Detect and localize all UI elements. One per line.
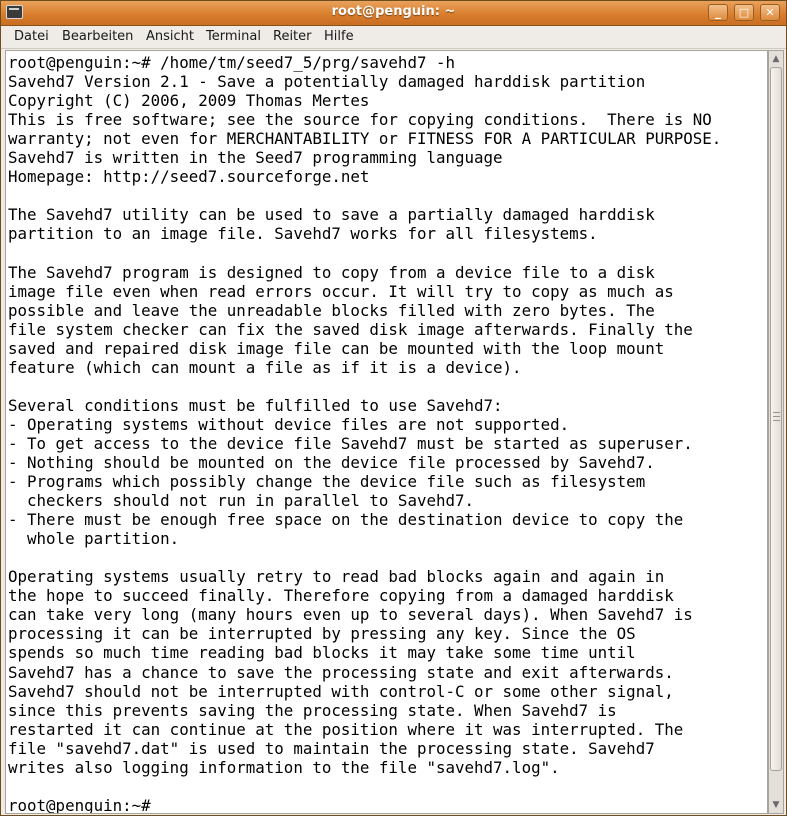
terminal-line: saved and repaired disk image file can be mounted with the loop mount (8, 338, 665, 358)
terminal-line: possible and leave the unreadable blocks filled with zero bytes. The (8, 300, 655, 320)
terminal-line: feature (which can mount a file as if it is a device). (8, 357, 522, 377)
window-title: root@penguin: ~ (331, 4, 456, 19)
terminal-line: restarted it can continue at the position where it was interrupted. The (8, 719, 684, 739)
terminal-line: spends so much time reading bad blocks it may take some time until (8, 643, 636, 663)
terminal-line: Several conditions must be fulfilled to use Savehd7: (8, 395, 503, 415)
terminal-line (8, 377, 767, 396)
terminal-line: Savehd7 Version 2.1 - Save a potentially damaged harddisk partition (8, 72, 646, 92)
menu-ansicht[interactable]: Ansicht (146, 29, 195, 44)
terminal-line: The Savehd7 program is designed to copy from a device file to a disk (8, 262, 655, 282)
terminal-line: file system checker can fix the saved disk image afterwards. Finally the (8, 319, 693, 339)
scroll-up-icon[interactable]: ▲ (772, 54, 780, 64)
menu-hilfe[interactable]: Hilfe (324, 29, 354, 44)
terminal-area[interactable] (5, 50, 768, 814)
terminal-line (8, 243, 767, 262)
terminal-line: root@penguin:~# /home/tm/seed7_5/prg/savehd7 -h (8, 53, 455, 72)
terminal-line: - To get access to the device file Savehd7 must be started as superuser. (8, 433, 693, 453)
title-bar[interactable] (1, 1, 786, 26)
grip-line (773, 416, 780, 417)
terminal-line: The Savehd7 utility can be used to save a partially damaged harddisk (8, 205, 655, 225)
menu-datei[interactable]: Datei (14, 29, 49, 44)
terminal-line: partition to an image file. Savehd7 works for all filesystems. (8, 224, 598, 244)
terminal-line: processing it can be interrupted by pressing any key. Since the OS (8, 624, 636, 644)
terminal-line: Savehd7 is written in the Seed7 programming language (8, 148, 503, 168)
terminal-line: - Programs which possibly change the device file such as filesystem (8, 472, 646, 492)
terminal-line (8, 548, 767, 567)
vertical-scrollbar[interactable] (768, 50, 784, 814)
terminal-line: Operating systems usually retry to read bad blocks again and again in (8, 567, 665, 587)
terminal-line: root@penguin:~# (8, 795, 161, 814)
terminal-output (6, 51, 767, 814)
terminal-line: can take very long (many hours even up to several days). When Savehd7 is (8, 605, 693, 625)
menu-reiter[interactable]: Reiter (273, 29, 312, 44)
terminal-line: whole partition. (8, 529, 180, 549)
terminal-line: the hope to succeed finally. Therefore copying from a damaged harddisk (8, 586, 674, 606)
terminal-line: Savehd7 should not be interrupted with control-C or some other signal, (8, 681, 674, 701)
terminal-line (8, 777, 767, 796)
terminal-line: Homepage: http://seed7.sourceforge.net (8, 167, 370, 187)
terminal-line: image file even when read errors occur. It will try to copy as much as (8, 281, 674, 301)
terminal-line: since this prevents saving the processing state. When Savehd7 is (8, 700, 617, 720)
close-button[interactable]: ✕ (760, 4, 780, 21)
terminal-line: writes also logging information to the file "savehd7.log". (8, 757, 560, 777)
terminal-line: file "savehd7.dat" is used to maintain the processing state. Savehd7 (8, 738, 655, 758)
menu-bearbeiten[interactable]: Bearbeiten (62, 29, 134, 44)
menu-bar (1, 26, 786, 49)
grip-line (773, 420, 780, 421)
terminal-line: warranty; not even for MERCHANTABILITY or FITNESS FOR A PARTICULAR PURPOSE. (8, 129, 722, 149)
terminal-line: This is free software; see the source for copying conditions. There is NO (8, 110, 712, 130)
grip-line (773, 412, 780, 413)
terminal-line: Copyright (C) 2006, 2009 Thomas Mertes (8, 91, 370, 111)
terminal-line (8, 186, 767, 205)
terminal-line: checkers should not run in parallel to Savehd7. (8, 491, 475, 511)
maximize-button[interactable]: □ (734, 4, 754, 21)
terminal-line: - Nothing should be mounted on the device file processed by Savehd7. (8, 452, 655, 472)
scrollbar-thumb[interactable] (770, 67, 782, 771)
minimize-button[interactable]: _ (708, 4, 728, 21)
terminal-line: - There must be enough free space on the destination device to copy the (8, 510, 684, 530)
scroll-down-icon[interactable]: ▼ (772, 800, 780, 810)
menu-terminal[interactable]: Terminal (206, 29, 261, 44)
terminal-line: - Operating systems without device files are not supported. (8, 414, 570, 434)
terminal-line: Savehd7 has a chance to save the processing state and exit afterwards. (8, 662, 674, 682)
